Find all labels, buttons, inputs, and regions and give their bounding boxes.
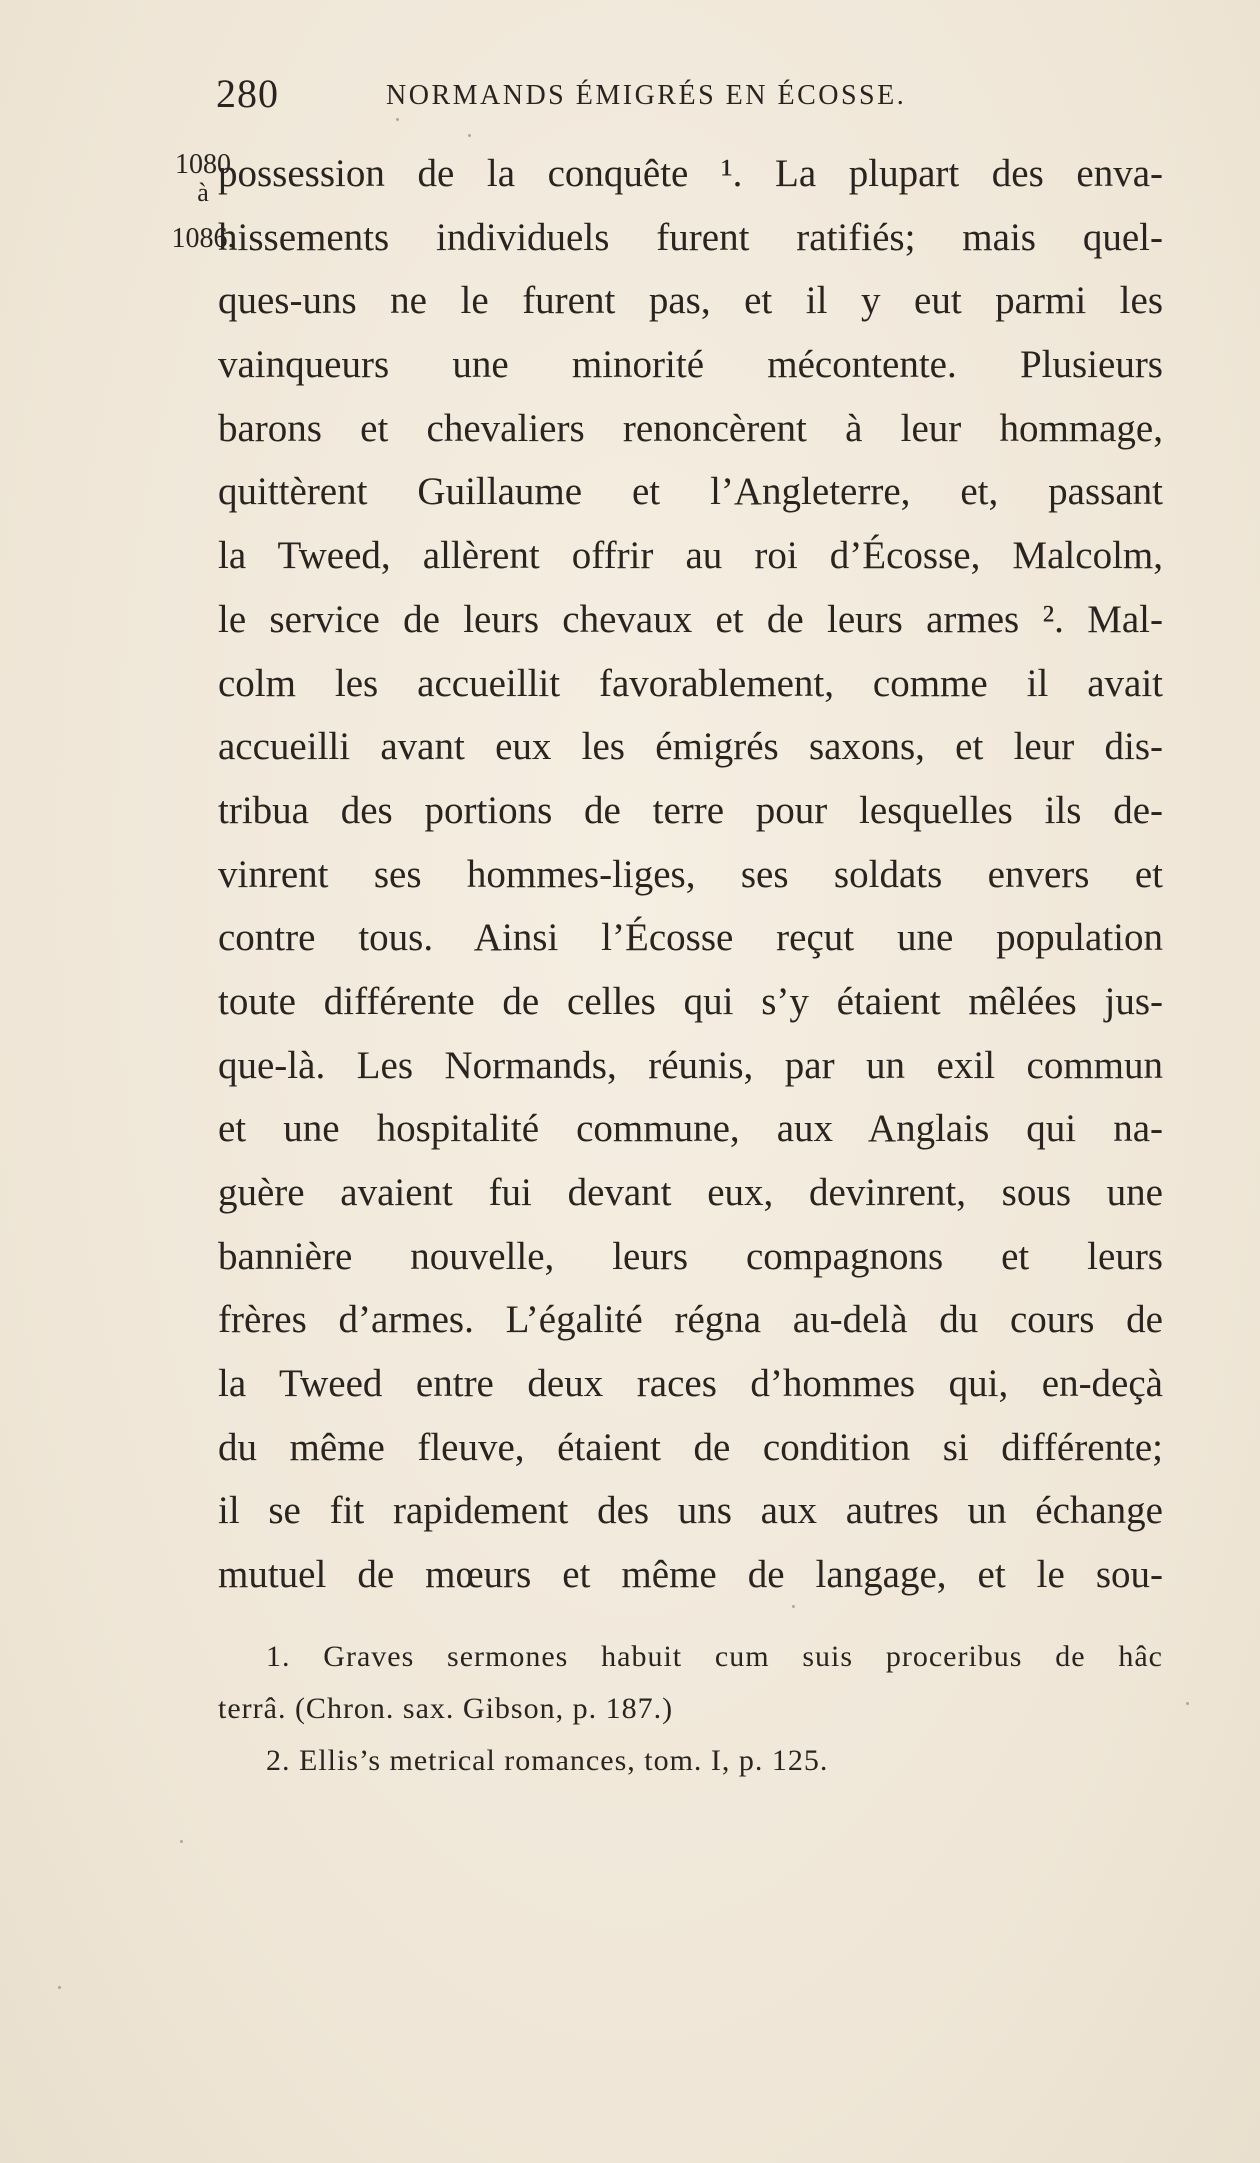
page-header (216, 70, 1046, 130)
text-line: vainqueurs une minorité mécontente. Plusieurs (218, 343, 1163, 387)
paper-speck (1186, 1702, 1189, 1705)
text-line: contre tous. Ainsi l’Écosse reçut une population (218, 916, 1163, 960)
text-line: quittèrent Guillaume et l’Angleterre, et, passant (218, 470, 1163, 514)
paper-speck (396, 118, 399, 121)
text-line: accueilli avant eux les émigrés saxons, et leur dis- (218, 725, 1163, 769)
body-text (218, 142, 1163, 1607)
text-line: tribua des portions de terre pour lesquelles ils de- (218, 788, 1163, 832)
text-line: guère avaient fui devant eux, devinrent, sous une (218, 1171, 1163, 1214)
text-line: bannière nouvelle, leurs compagnons et leurs (218, 1234, 1163, 1278)
text-line: la Tweed, allèrent offrir au roi d’Écosse, Malcolm, (218, 534, 1163, 578)
paper-speck (792, 1605, 795, 1608)
paper-speck (468, 134, 471, 137)
text-line: barons et chevaliers renoncèrent à leur hommage, (218, 406, 1163, 450)
text-line: mutuel de mœurs et même de langage, et le sou- (218, 1553, 1163, 1597)
paper-speck (180, 1840, 183, 1843)
running-head: NORMANDS ÉMIGRÉS EN ÉCOSSE. (386, 80, 907, 111)
footnote-1-line-2: terrâ. (Chron. sax. Gibson, p. 187.) (218, 1692, 674, 1725)
footnotes (218, 1631, 1163, 1787)
text-line: hissements individuels furent ratifiés; mais quel- (218, 215, 1163, 259)
margin-year-from: 1080 (175, 149, 231, 180)
text-line: vinrent ses hommes-liges, ses soldats envers et (218, 852, 1163, 896)
text-line: la Tweed entre deux races d’hommes qui, en-deçà (218, 1362, 1163, 1406)
page-number: 280 (216, 71, 279, 116)
footnote-2: 2. Ellis’s metrical romances, tom. I, p. 125. (266, 1744, 829, 1777)
margin-separator: à (197, 178, 209, 207)
text-line: frères d’armes. L’égalité régna au-delà du cours de (218, 1298, 1163, 1342)
text-line: il se fit rapidement des uns aux autres un échange (218, 1489, 1163, 1533)
text-line: possession de la conquête ¹. La plupart des enva- (218, 152, 1163, 195)
text-line: que-là. Les Normands, réunis, par un exil commun (218, 1043, 1163, 1087)
footnote-1-line-1: 1. Graves sermones habuit cum suis proceribus de hâc (266, 1640, 1163, 1673)
text-line: du même fleuve, étaient de condition si différente; (218, 1425, 1163, 1469)
margin-year-to: 1086. (171, 223, 235, 254)
paper-speck (58, 1986, 61, 1989)
text-line: toute différente de celles qui s’y étaient mêlées jus- (218, 979, 1163, 1023)
text-line: le service de leurs chevaux et de leurs armes ². Mal- (218, 597, 1163, 641)
text-line: colm les accueillit favorablement, comme il avait (218, 661, 1163, 705)
text-line: ques-uns ne le furent pas, et il y eut parmi les (218, 279, 1163, 323)
text-line: et une hospitalité commune, aux Anglais qui na- (218, 1107, 1163, 1151)
